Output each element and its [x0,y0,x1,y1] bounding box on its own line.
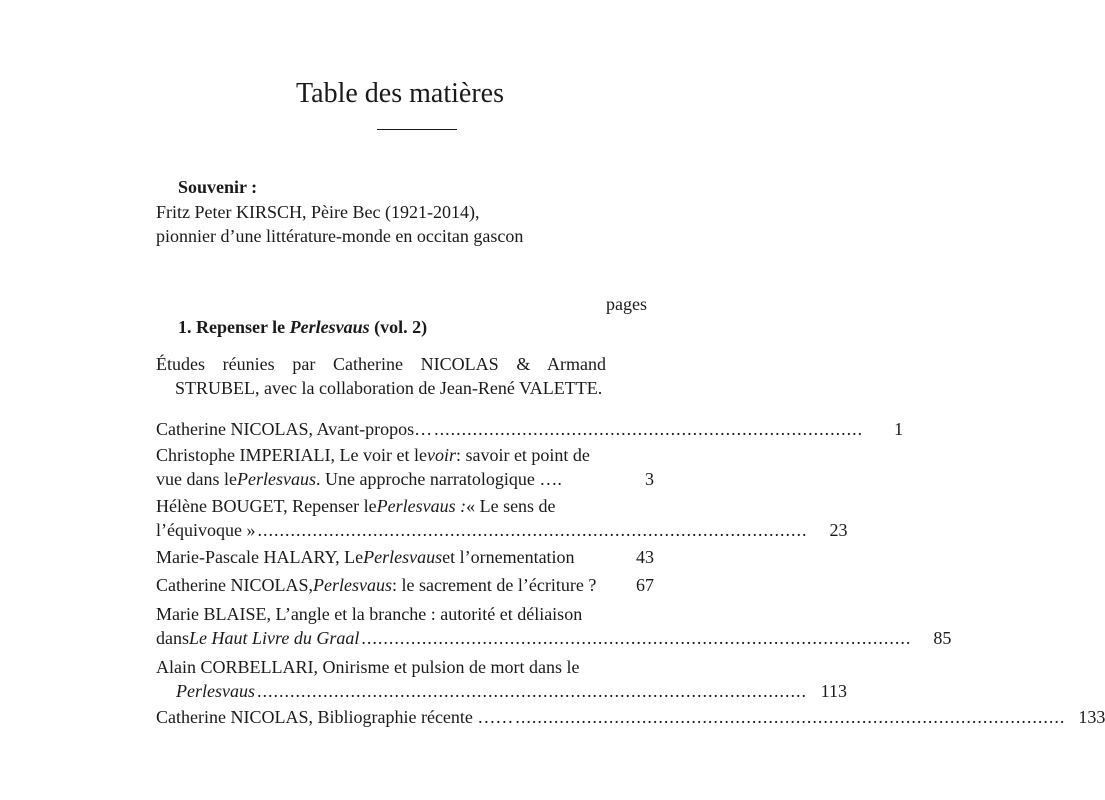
toc-entry[interactable]: Marie BLAISE, L’angle et la branche : autorité et déliaison dans Le Haut Livre du Graal .................................................................................................... 85 [156,604,952,648]
page-number: 43 [636,547,654,567]
toc-entry[interactable]: Hélène BOUGET, Repenser le Perlesvaus : « Le sens de l’équivoque » .................................................................................................... 23 [156,496,848,540]
leader-dots: .................................................................................................... [257,520,808,540]
leader-dots: .................................................................................................... [515,707,1066,727]
leader-dots: .................................................................................................... [256,681,807,701]
toc-entry[interactable]: Catherine NICOLAS, Perlesvaus : le sacrement de l’écriture ? 67 [156,575,654,595]
souvenir-line-1: Fritz Peter KIRSCH, Pèire Bec (1921-2014), [156,202,480,222]
souvenir-heading: Souvenir : [178,177,258,197]
page-number: 67 [636,575,654,595]
pages-label: pages [606,294,647,314]
toc-entry[interactable]: Catherine NICOLAS, Avant-propos… .............................................................................. 1 [156,419,904,439]
leader-dots: .............................................................................. [434,419,864,439]
leader-dots: .................................................................................................... [361,628,912,648]
editors-line-1: Études réunies par Catherine NICOLAS & Armand [156,354,606,374]
page-number: 133 [1078,707,1105,727]
title-rule [377,129,457,130]
section-heading: 1. Repenser le Perlesvaus (vol. 2) [178,317,428,337]
page-number: 3 [645,469,654,489]
toc-entry[interactable]: Catherine NICOLAS, Bibliographie récente …… .................................................................................................... 133 [156,707,1105,727]
toc-entry[interactable]: Marie-Pascale HALARY, Le Perlesvaus et l’ornementation 43 [156,547,654,567]
toc-entry[interactable]: Alain CORBELLARI, Onirisme et pulsion de mort dans le Perlesvaus .................................................................................................... 113 [156,657,847,701]
page-number: 113 [820,681,847,701]
page-title: Table des matières [296,78,504,109]
editors-line-2: STRUBEL, avec la collaboration de Jean-René VALETTE. [175,378,603,398]
toc-entry[interactable]: Christophe IMPERIALI, Le voir et le voir : savoir et point de vue dans le Perlesvaus . Une approche narratologique …. 3 [156,445,654,489]
page-number: 23 [829,520,848,540]
souvenir-line-2: pionnier d’une littérature-monde en occitan gascon [156,226,524,246]
page-number: 1 [894,419,904,439]
page-number: 85 [933,628,952,648]
